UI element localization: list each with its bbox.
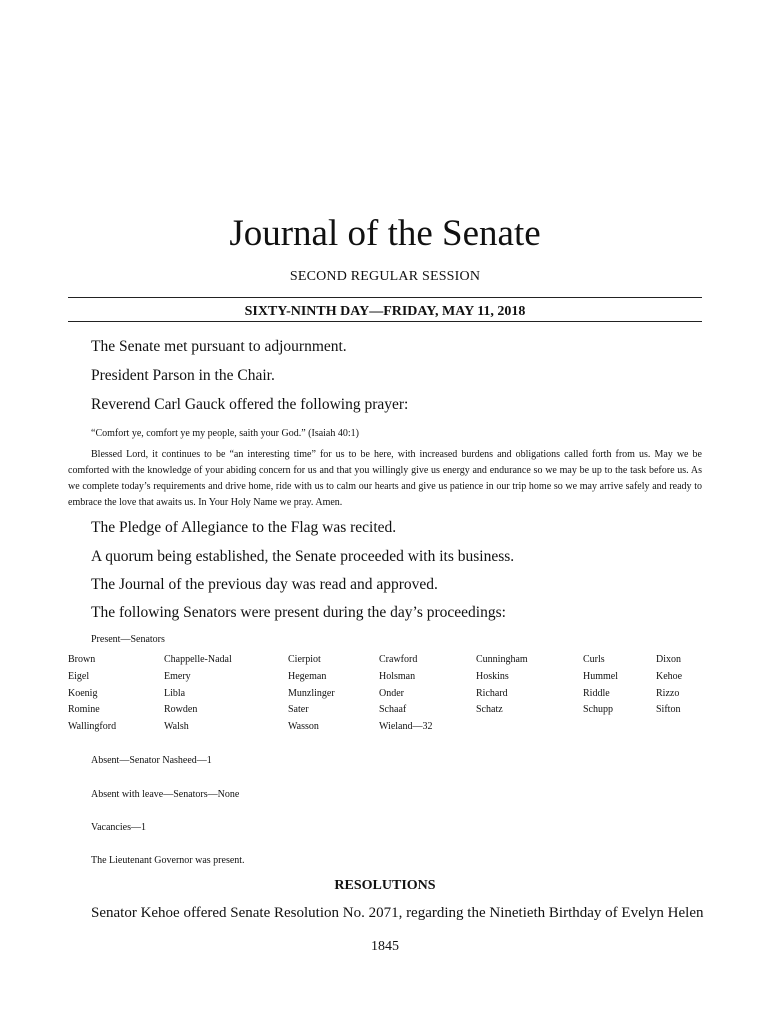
- page-number: 1845: [371, 939, 399, 954]
- senator-name: Koenig: [68, 687, 98, 699]
- senators-table: [68, 653, 708, 737]
- journal-title: Journal of the Senate: [229, 213, 541, 254]
- senator-name: Schaaf: [379, 704, 407, 716]
- present-label: Present—Senators: [91, 634, 165, 645]
- senator-name: Emery: [164, 670, 191, 682]
- senator-name: Sifton: [656, 704, 681, 716]
- senator-name: Eigel: [68, 670, 90, 682]
- prayer-quote: “Comfort ye, comfort ye my people, saith your God.” (Isaiah 40:1): [91, 428, 359, 439]
- paragraph-pledge: The Pledge of Allegiance to the Flag was recited.: [91, 519, 397, 536]
- senator-name: Hegeman: [288, 670, 327, 682]
- paragraph-journal-approved: The Journal of the previous day was read and approved.: [91, 576, 438, 593]
- senator-name: Chappelle-Nadal: [164, 654, 232, 665]
- resolutions-heading: RESOLUTIONS: [334, 878, 436, 893]
- resolution-text: Senator Kehoe offered Senate Resolution No. 2071, regarding the Ninetieth Birthday of Evelyn Helen: [91, 905, 704, 921]
- senator-name: Walsh: [164, 721, 189, 733]
- senator-name: Hummel: [583, 670, 618, 682]
- lt-governor-line: The Lieutenant Governor was present.: [91, 855, 245, 866]
- paragraph-senators-present: The following Senators were present during the day’s proceedings:: [91, 604, 506, 621]
- top-divider: [68, 297, 702, 298]
- senator-name: Schupp: [583, 704, 613, 716]
- senator-name: Sater: [288, 704, 309, 716]
- vacancies-line: Vacancies—1: [91, 822, 146, 833]
- absent-line: Absent—Senator Nasheed—1: [91, 755, 212, 766]
- senator-name: Wallingford: [68, 721, 117, 733]
- paragraph-chair: President Parson in the Chair.: [91, 367, 275, 384]
- senator-name: Cierpiot: [288, 654, 321, 665]
- senator-name: Libla: [164, 687, 186, 699]
- senator-name: Kehoe: [656, 670, 683, 682]
- senator-row: [68, 703, 708, 720]
- senator-name: Rizzo: [656, 687, 680, 699]
- senator-name: Riddle: [583, 687, 610, 699]
- senator-name: Holsman: [379, 670, 416, 682]
- senator-name: Wieland—32: [379, 721, 433, 733]
- senator-row: [68, 687, 708, 704]
- senator-name: Richard: [476, 687, 508, 699]
- senator-row: [68, 670, 708, 687]
- senator-name: Dixon: [656, 654, 681, 665]
- senator-name: Munzlinger: [288, 687, 335, 699]
- prayer-text: Blessed Lord, it continues to be “an interesting time” for us to be here, with increased burdens and obligations called forth from us. May we be comforted with the knowledge of your abiding concern for us and that you willingly give us energy and endurance so we may be up to the task before us. As we complete today’s requirements and drive home, ride with us to calm our hearts and give us patience in our trip home so we may arrive safely and ready to embrace the love that awaits us. In Your Holy Name we pray. Amen.: [68, 449, 702, 508]
- senator-name: Romine: [68, 704, 100, 716]
- paragraph-adjournment: The Senate met pursuant to adjournment.: [91, 338, 347, 355]
- session-subtitle: SECOND REGULAR SESSION: [289, 269, 481, 284]
- senator-name: Curls: [583, 654, 605, 665]
- paragraph-quorum: A quorum being established, the Senate proceeded with its business.: [91, 548, 515, 565]
- senator-name: Schatz: [476, 704, 503, 716]
- senator-name: Cunningham: [476, 654, 528, 665]
- bottom-divider: [68, 321, 702, 322]
- absent-with-leave-line: Absent with leave—Senators—None: [91, 789, 240, 800]
- senator-name: Wasson: [288, 721, 319, 733]
- senator-name: Hoskins: [476, 670, 509, 682]
- senator-name: Crawford: [379, 654, 418, 665]
- paragraph-prayer-intro: Reverend Carl Gauck offered the following prayer:: [91, 396, 409, 413]
- senator-name: Brown: [68, 654, 96, 665]
- senator-row: [68, 720, 708, 737]
- senator-name: Rowden: [164, 704, 198, 716]
- senator-row: [68, 653, 708, 670]
- day-heading: SIXTY-NINTH DAY—FRIDAY, MAY 11, 2018: [244, 304, 526, 319]
- senator-name: Onder: [379, 687, 404, 699]
